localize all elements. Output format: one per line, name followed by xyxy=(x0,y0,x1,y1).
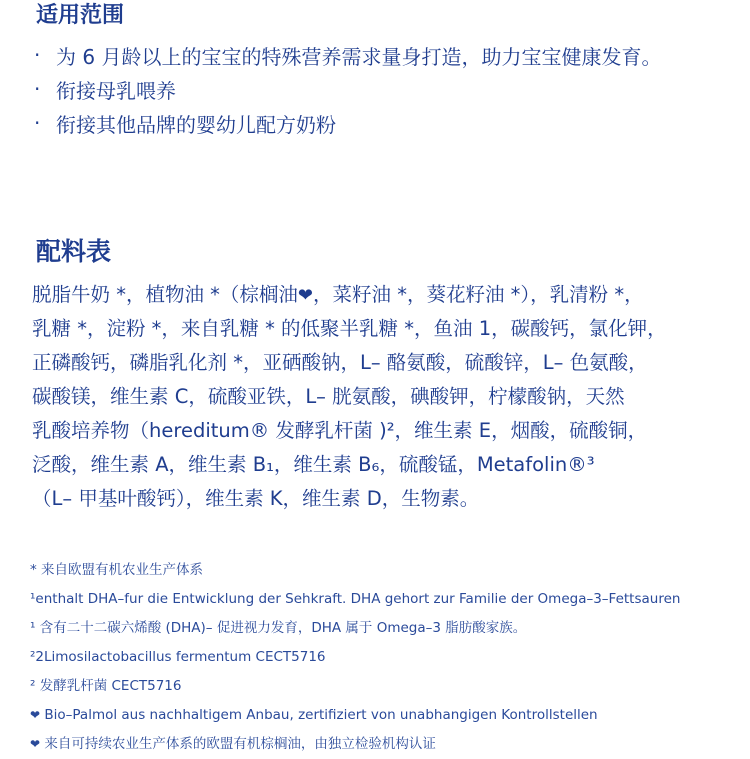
footnote: ¹ 含有二十二碳六烯酸 (DHA)– 促进视力发育，DHA 属于 Omega–3 脂肪酸家族。 xyxy=(30,620,527,636)
ingredients-list xyxy=(32,278,722,516)
ingredients-line: 碳酸镁，维生素 C，硫酸亚铁，L– 胱氨酸，碘酸钾，柠檬酸钠，天然 xyxy=(32,385,625,408)
ingredients-text: ，菜籽油 *，葵花籽油 *），乳清粉 *， xyxy=(313,283,644,306)
heart-icon: ❤ xyxy=(297,285,313,306)
ingredients-text: 脱脂牛奶 *，植物油 *（棕榈油 xyxy=(32,283,298,306)
footnote-text: Bio–Palmol aus nachhaltigem Anbau, zertifiziert von unabhangigen Kontrollstellen xyxy=(44,707,598,723)
footnote: ¹enthalt DHA–fur die Entwicklung der Sehkraft. DHA gehort zur Familie der Omega–3–Fettsauren xyxy=(30,591,681,607)
heart-icon: ❤ xyxy=(30,708,41,722)
ingredients-heading: 配料表 xyxy=(36,237,112,266)
list-item xyxy=(34,72,661,106)
footnote: ²2Limosilactobacillus fermentum CECT5716 xyxy=(30,649,326,665)
footnote xyxy=(30,730,730,759)
ingredients-line: 乳糖 *，淀粉 *，来自乳糖 * 的低聚半乳糖 *，鱼油 1，碳酸钙，氯化钾， xyxy=(32,317,667,340)
ingredients-line: 泛酸，维生素 A，维生素 B₁，维生素 B₆，硫酸锰，Metafolin®³ xyxy=(32,453,595,476)
list-item xyxy=(34,106,661,140)
footnote-text: 来自可持续农业生产体系的欧盟有机棕榈油，由独立检验机构认证 xyxy=(44,736,436,752)
bullet-dot: · xyxy=(34,77,41,101)
bullet-dot: · xyxy=(34,111,41,135)
usage-text: 衔接母乳喂养 xyxy=(56,78,176,103)
bullet-dot: · xyxy=(34,43,41,67)
heart-icon: ❤ xyxy=(30,737,41,751)
usage-text: 衔接其他品牌的婴幼儿配方奶粉 xyxy=(56,112,336,137)
ingredients-line: （L– 甲基叶酸钙），维生素 K，维生素 D，生物素。 xyxy=(32,487,480,510)
ingredients-line: 乳酸培养物（hereditum® 发酵乳杆菌 )²，维生素 E，烟酸，硫酸铜， xyxy=(32,419,648,442)
footnote: ² 发酵乳杆菌 CECT5716 xyxy=(30,678,182,694)
ingredients-line: 正磷酸钙，磷脂乳化剂 *，亚硒酸钠，L– 酪氨酸，硫酸锌，L– 色氨酸， xyxy=(32,351,648,374)
list-item xyxy=(34,38,661,72)
usage-list xyxy=(34,38,661,140)
ingredients-line xyxy=(32,278,722,312)
usage-text: 为 6 月龄以上的宝宝的特殊营养需求量身打造，助力宝宝健康发育。 xyxy=(56,44,662,69)
footnotes xyxy=(30,556,730,759)
footnote xyxy=(30,701,730,730)
footnote: * 来自欧盟有机农业生产体系 xyxy=(30,562,204,578)
usage-heading: 适用范围 xyxy=(36,3,125,28)
